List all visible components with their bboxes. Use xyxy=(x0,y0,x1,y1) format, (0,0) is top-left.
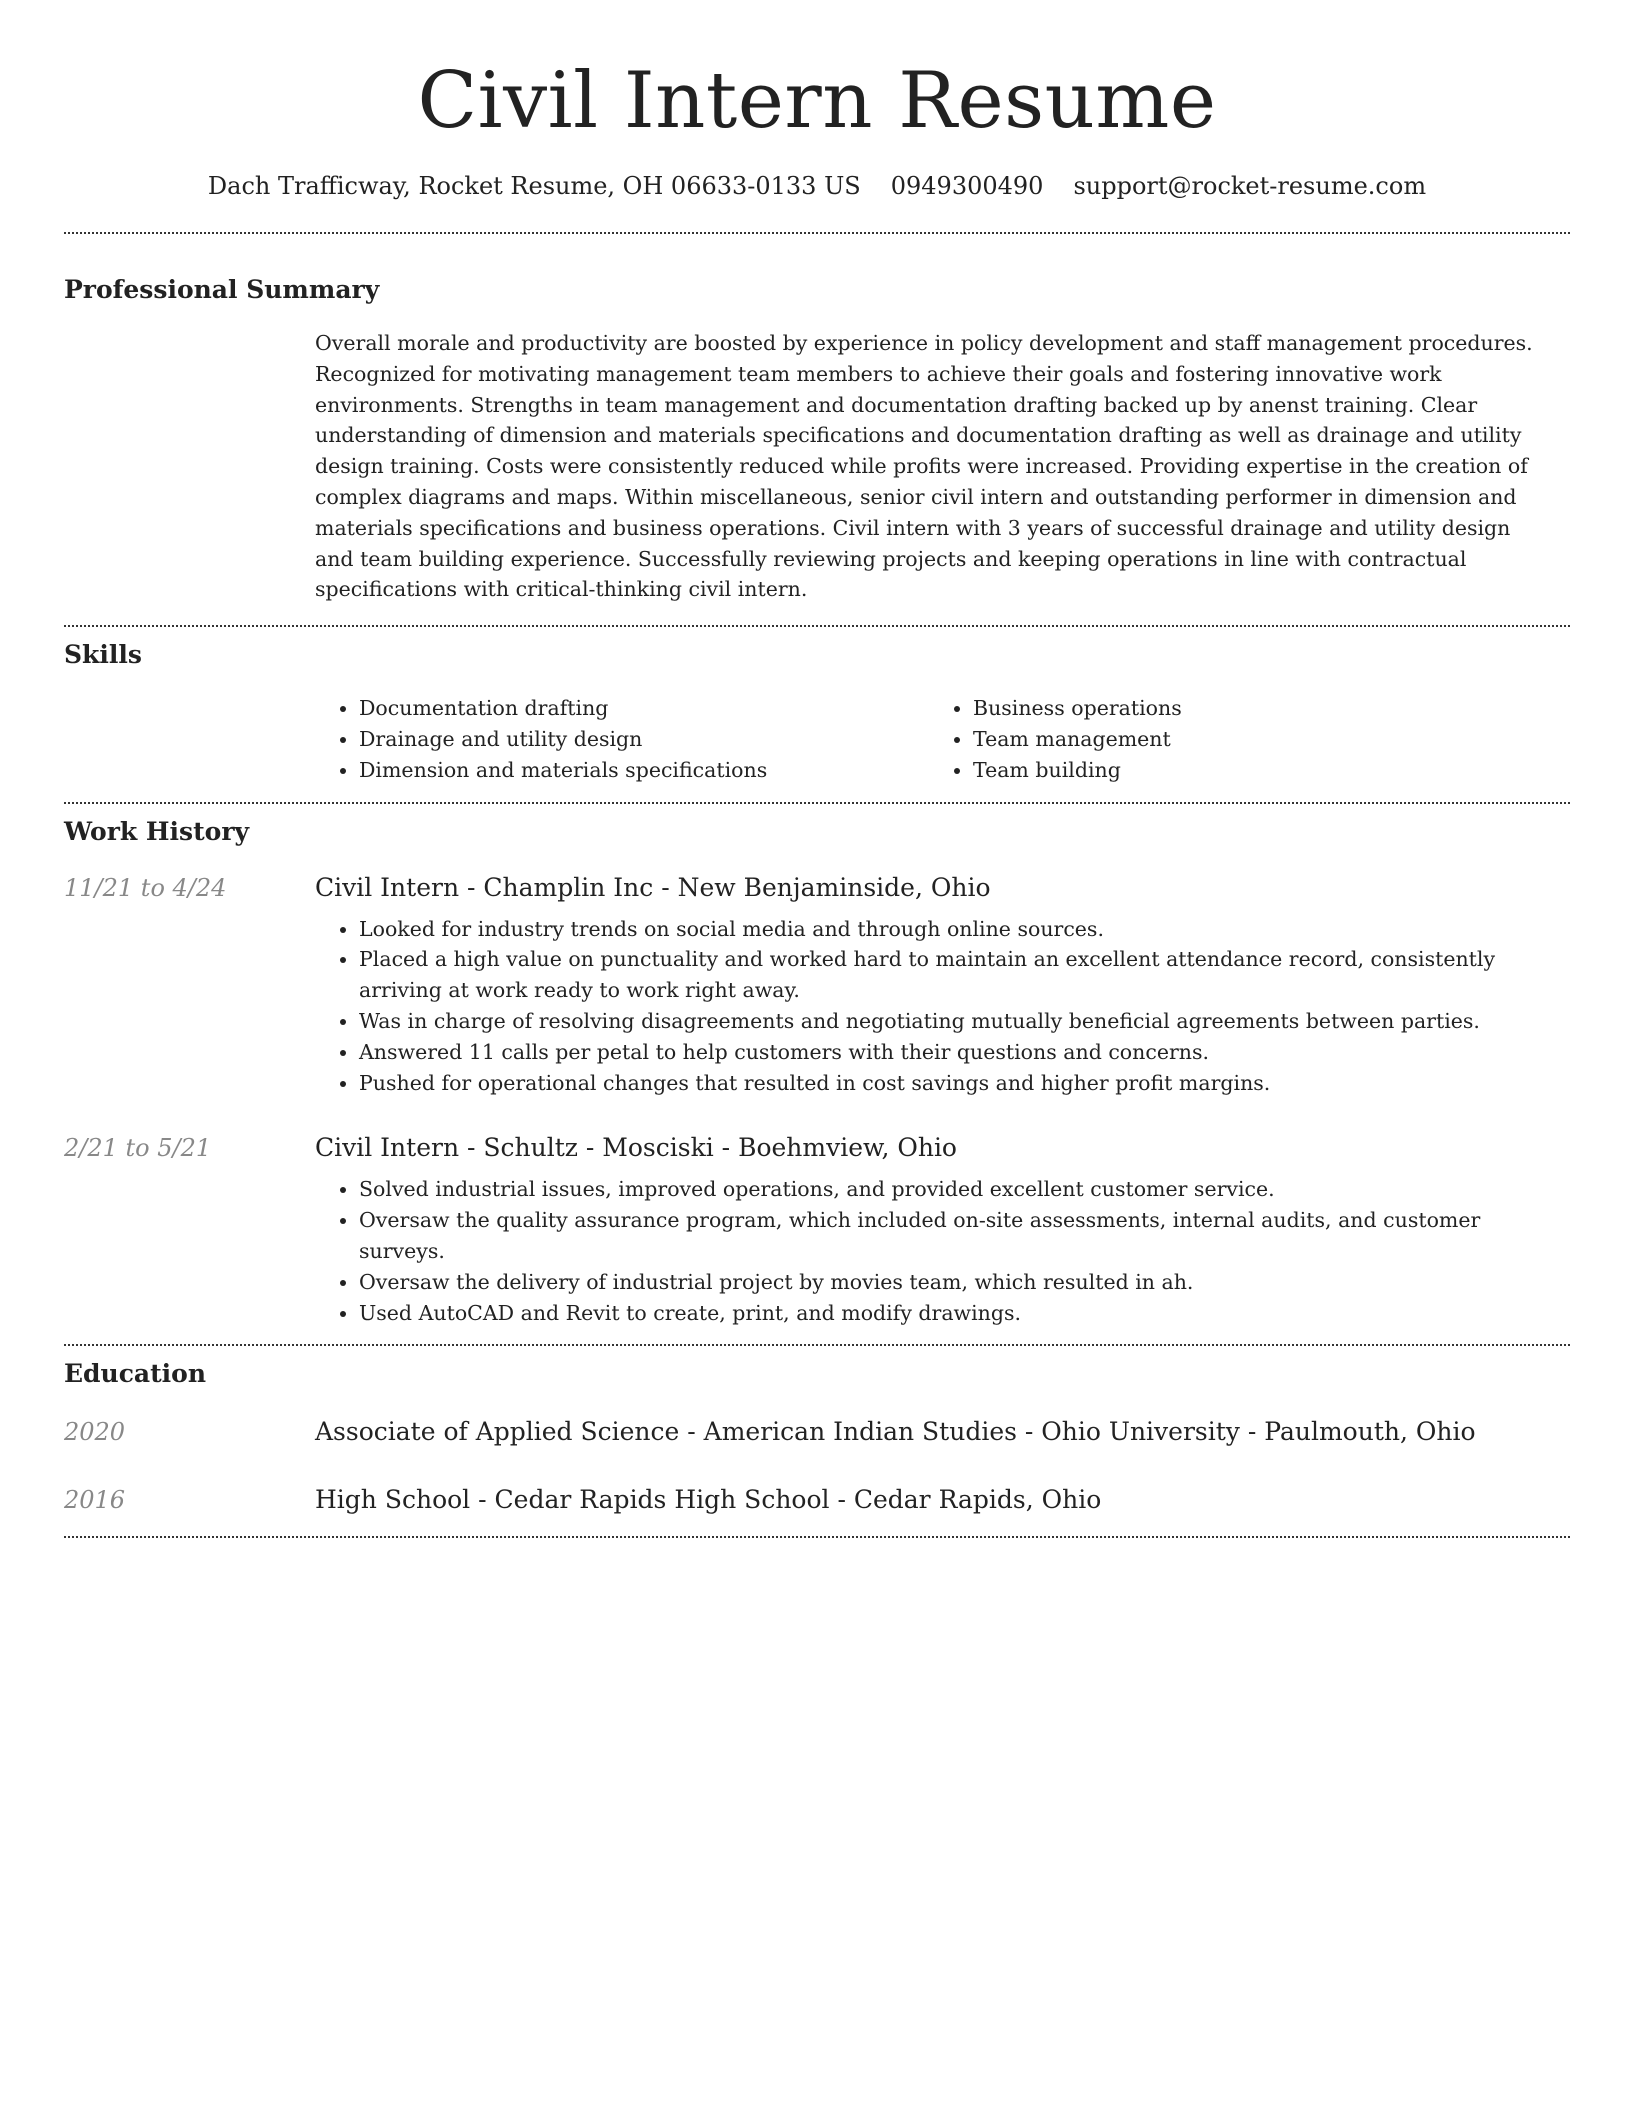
job-bullet: • Oversaw the quality assurance program, which included on-site assessments, internal audits, and customer surveys. xyxy=(359,1205,1570,1267)
job-heading xyxy=(315,872,1570,904)
skills-heading: Skills xyxy=(64,640,142,670)
divider xyxy=(64,1344,1570,1346)
education-entry xyxy=(64,1484,1570,1516)
education-degree: High School xyxy=(315,1485,471,1515)
education-year: 2016 xyxy=(64,1486,126,1515)
job-details xyxy=(315,1132,1570,1328)
work-section xyxy=(64,816,1570,1329)
skill-item: • Documentation drafting xyxy=(359,693,929,724)
job-details xyxy=(315,872,1570,1099)
contact-line xyxy=(64,170,1570,202)
skill-item: • Dimension and materials specifications xyxy=(359,755,929,786)
job-bullets xyxy=(315,1174,1570,1328)
divider xyxy=(64,625,1570,627)
education-section xyxy=(64,1358,1570,1516)
education-degree: Associate of Applied Science - American Indian Studies xyxy=(315,1417,1017,1447)
education-heading: Education xyxy=(64,1359,207,1389)
education-details xyxy=(315,1484,1570,1516)
job-bullet: • Oversaw the delivery of industrial project by movies team, which resulted in ah. xyxy=(359,1267,1570,1298)
skill-item: • Team management xyxy=(973,724,1543,755)
contact-email: support@rocket-resume.com xyxy=(1073,172,1427,200)
job-entry xyxy=(64,1132,1570,1328)
resume-page xyxy=(64,0,1570,1538)
work-heading: Work History xyxy=(64,816,250,846)
job-bullet: • Looked for industry trends on social media and through online sources. xyxy=(359,914,1570,945)
job-employer-location: - Champlin Inc - New Benjaminside, Ohio xyxy=(459,872,991,902)
job-employer-location: - Schultz - Mosciski - Boehmview, Ohio xyxy=(459,1133,957,1163)
summary-text: Overall morale and productivity are boosted by experience in policy development and staff management procedures. Recognized for motivating management team members to achieve their goals and fostering innovative work environments. Strengths in team management and documentation drafting backed up by anenst training. Clear understanding of dimension and materials specifications and documentation drafting as well as drainage and utility design training. Costs were consistently reduced while profits were increased. Providing expertise in the creation of complex diagrams and maps. Within miscellaneous, senior civil intern and outstanding performer in dimension and materials specifications and business operations. Civil intern with 3 years of successful drainage and utility design and team building experience. Successfully reviewing projects and keeping operations in line with contractual specifications with critical-thinking civil intern. xyxy=(315,331,1533,602)
job-entry xyxy=(64,872,1570,1099)
skill-item: • Drainage and utility design xyxy=(359,724,929,755)
job-dates: 11/21 to 4/24 xyxy=(64,873,227,902)
summary-section xyxy=(64,274,1570,605)
skills-list xyxy=(315,693,1570,785)
contact-address: Dach Trafficway, Rocket Resume, OH 06633-0133 US xyxy=(207,172,861,200)
job-bullet: • Was in charge of resolving disagreements and negotiating mutually beneficial agreements between parties. xyxy=(359,1006,1570,1037)
skills-column-2 xyxy=(929,693,1543,785)
skills-section xyxy=(64,639,1570,785)
job-bullet: • Solved industrial issues, improved operations, and provided excellent customer service. xyxy=(359,1174,1570,1205)
job-bullet: • Used AutoCAD and Revit to create, print, and modify drawings. xyxy=(359,1298,1570,1329)
divider xyxy=(64,802,1570,804)
contact-phone: 0949300490 xyxy=(890,172,1044,200)
job-title: Civil Intern xyxy=(315,872,460,902)
divider xyxy=(64,232,1570,234)
education-school-location: - Cedar Rapids High School - Cedar Rapids, Ohio xyxy=(470,1485,1102,1515)
job-bullet: • Answered 11 calls per petal to help customers with their questions and concerns. xyxy=(359,1037,1570,1068)
job-title: Civil Intern xyxy=(315,1133,460,1163)
education-details xyxy=(315,1416,1570,1448)
education-entry xyxy=(64,1416,1570,1448)
summary-heading: Professional Summary xyxy=(64,275,380,304)
education-year: 2020 xyxy=(64,1418,126,1447)
divider xyxy=(64,1536,1570,1538)
skill-item: • Business operations xyxy=(973,693,1543,724)
skill-item: • Team building xyxy=(973,755,1543,786)
skills-column-1 xyxy=(315,693,929,785)
job-bullets xyxy=(315,914,1570,1099)
education-school-location: - Ohio University - Paulmouth, Ohio xyxy=(1016,1417,1476,1447)
resume-title: Civil Intern Resume xyxy=(417,56,1217,146)
job-bullet: • Placed a high value on punctuality and worked hard to maintain an excellent attendance record, consistently arriving at work ready to work right away. xyxy=(359,944,1570,1006)
job-dates: 2/21 to 5/21 xyxy=(64,1134,212,1163)
job-bullet: • Pushed for operational changes that resulted in cost savings and higher profit margins. xyxy=(359,1068,1570,1099)
job-heading xyxy=(315,1132,1570,1164)
